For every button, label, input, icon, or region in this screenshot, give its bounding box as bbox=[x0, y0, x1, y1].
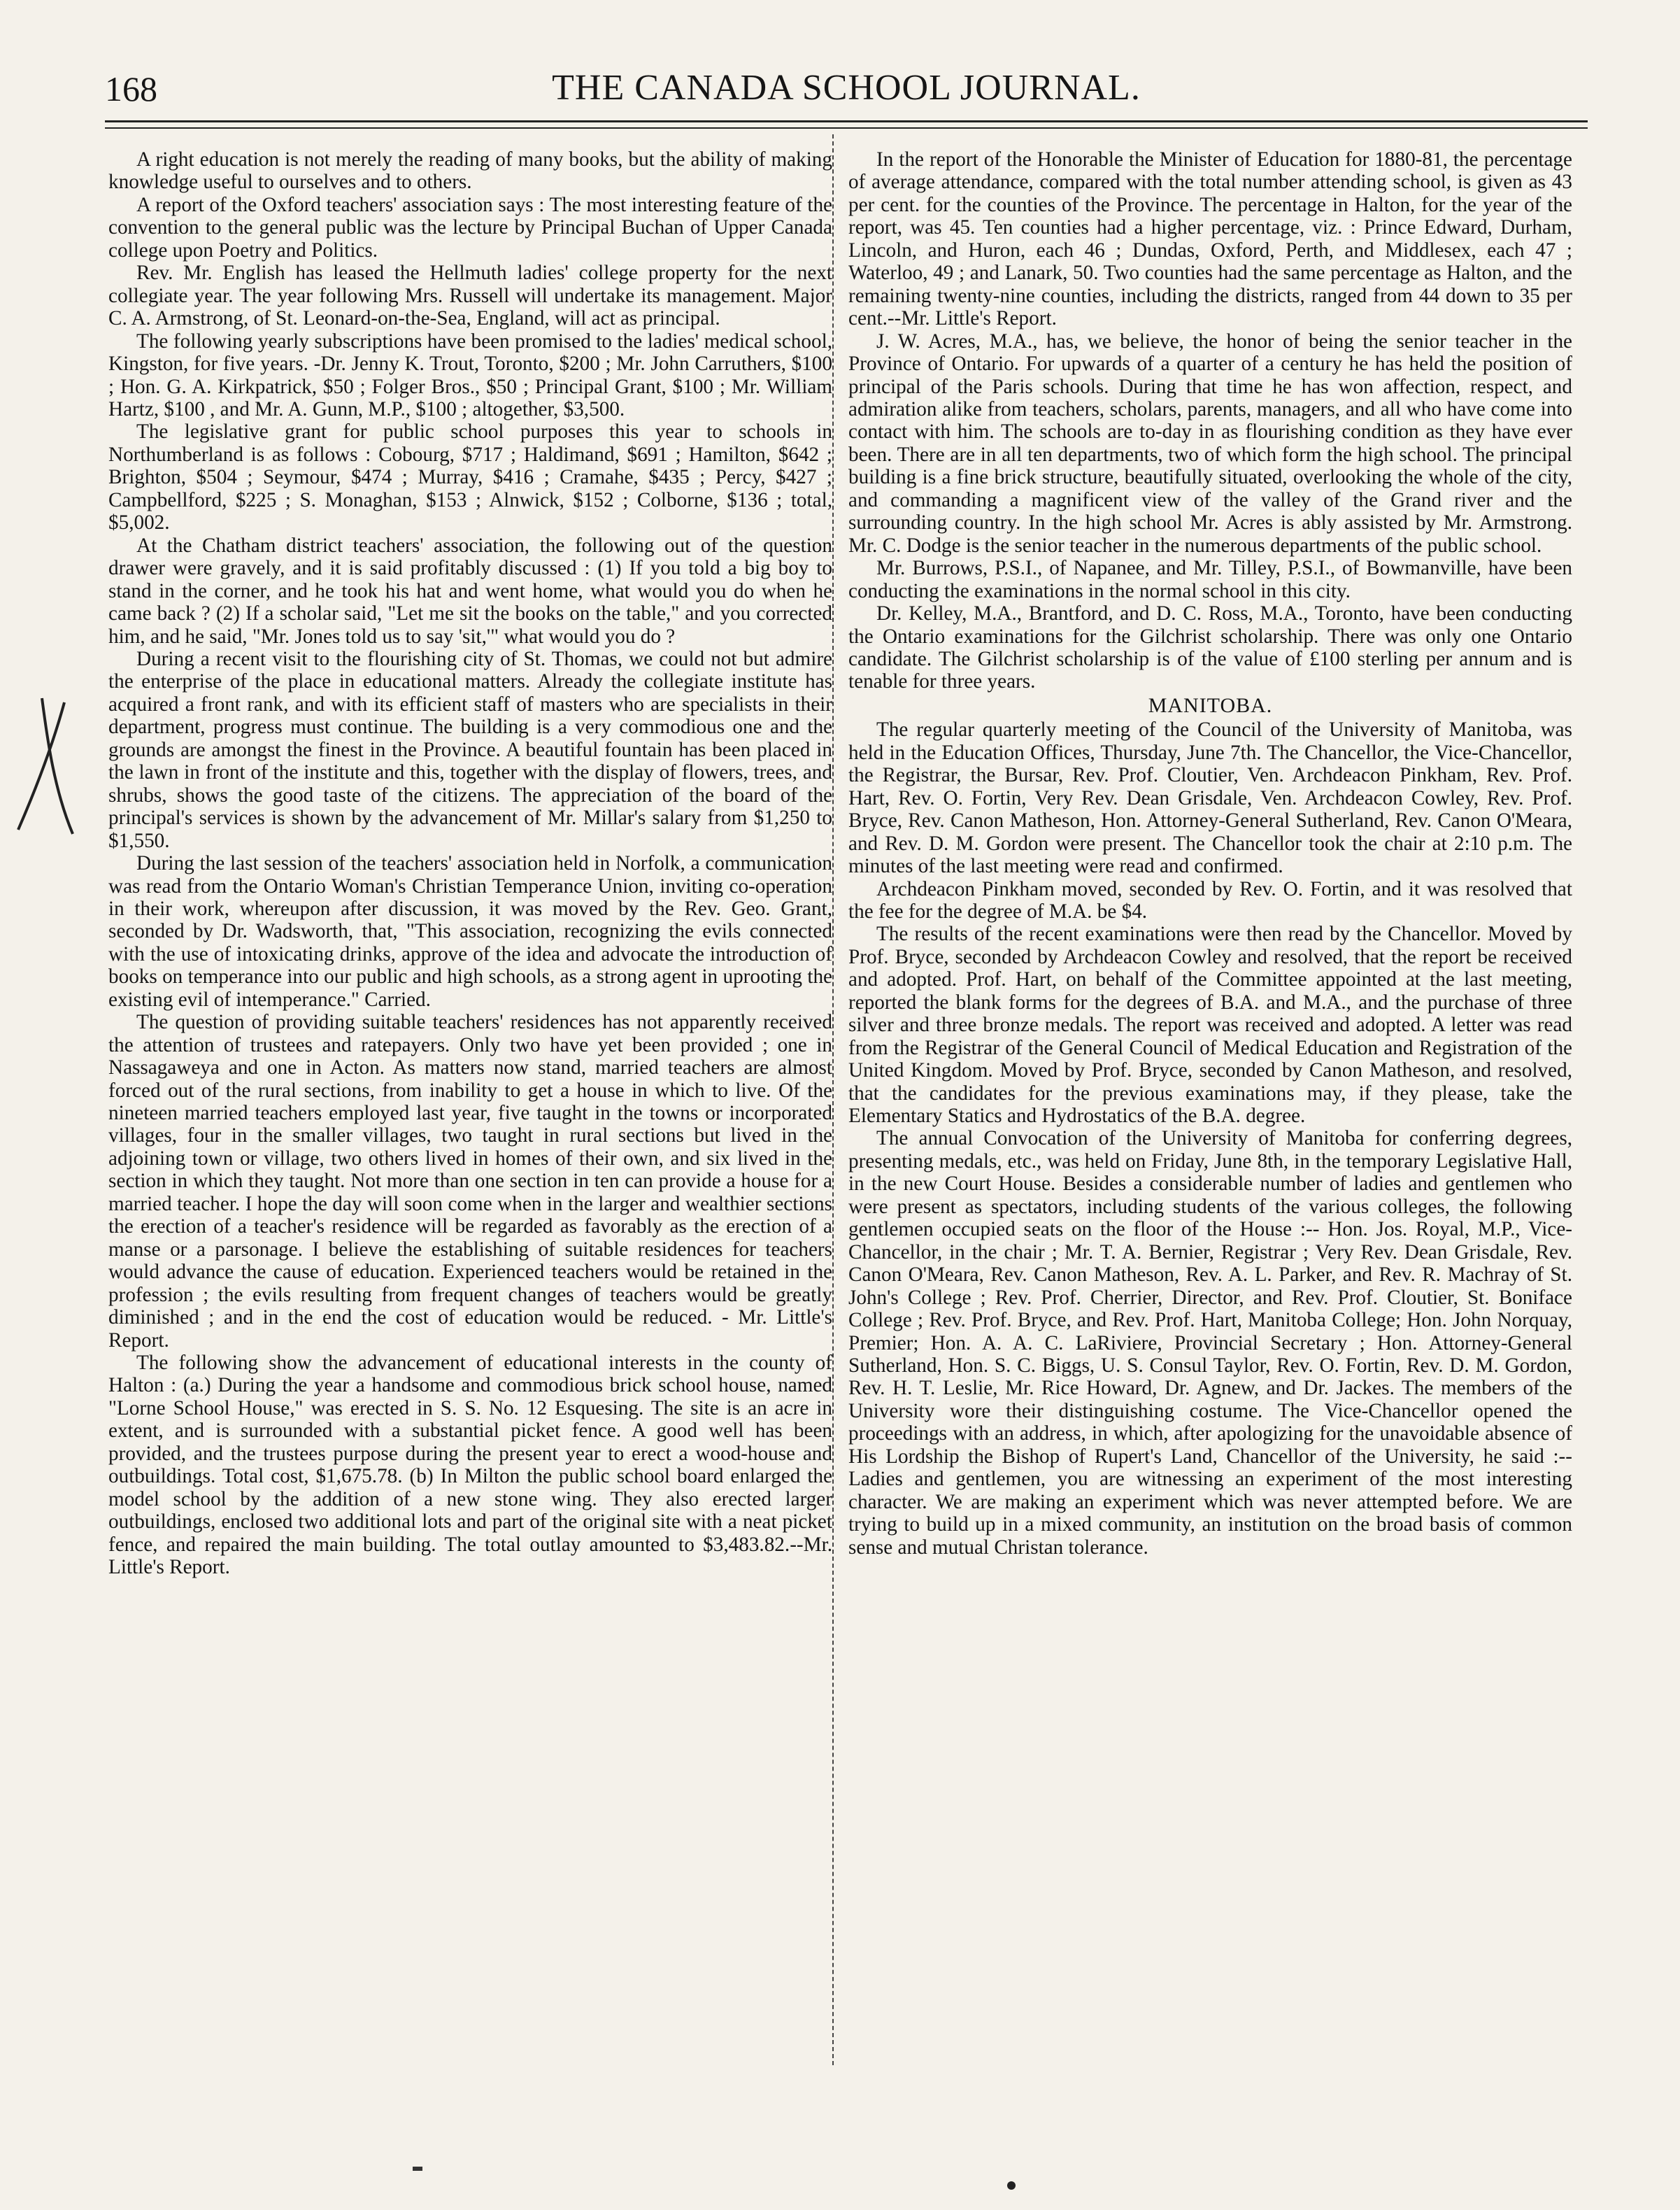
header-rule bbox=[105, 120, 1588, 122]
handwritten-x-mark bbox=[8, 693, 85, 840]
right-column bbox=[848, 148, 1572, 1559]
article-paragraph: Archdeacon Pinkham moved, seconded by Rev. O. Fortin, and it was resolved that the fee for the degree of M.A. be $4. bbox=[848, 877, 1572, 923]
column-divider bbox=[832, 134, 834, 2065]
article-paragraph: J. W. Acres, M.A., has, we believe, the honor of being the senior teacher in the Province of Ontario. For upwards of a quarter of a century he has held the position of principal of the Paris schools. During that time he has won affection, respect, and admiration alike from teachers, scholars, parents, managers, and all who have come into contact with him. The schools are to-day in as flourishing condition as they have ever been. There are in all ten departments, two of which form the high school. The principal building is a fine brick structure, beautifully situated, overlooking the whole of the city, and commanding a magnificent view of the valley of the Grand river and the surrounding country. In the high school Mr. Acres is ably assisted by Mr. Armstrong. Mr. C. Dodge is the senior teacher in the numerous departments of the public school. bbox=[848, 330, 1572, 557]
article-paragraph: A report of the Oxford teachers' association says : The most interesting feature of the convention to the general public was the lecture by Principal Buchan of Upper Canada college upon Poetry and Politics. bbox=[108, 193, 832, 262]
article-paragraph: The following yearly subscriptions have been promised to the ladies' medical school, Kingston, for five years. -Dr. Jenny K. Trout, Toronto, $200 ; Mr. John Carruthers, $100 ; Hon. G. A. Kirkpatrick, $50 ; Folger Bros., $50 ; Principal Grant, $100 ; Mr. William Hartz, $100 , and Mr. A. Gunn, M.P., $100 ; altogether, $3,500. bbox=[108, 330, 832, 420]
article-paragraph: The results of the recent examinations were then read by the Chancellor. Moved by Prof. Bryce, seconded by Archdeacon Cowley and resolved, that the report be received and adopted. Prof. Hart, on behalf of the Committee appointed at the last meeting, reported the blank forms for the degrees of B.A. and M.A., and the purchase of three silver and three bronze medals. The report was received and adopted. A letter was read from the Registrar of the General Council of Medical Education and Registration of the United Kingdom. Moved by Prof. Bryce, seconded by Canon Matheson, and resolved, that the candidates for the previous examinations may, if they please, take the Elementary Statics and Hydrostatics of the B.A. degree. bbox=[848, 923, 1572, 1128]
ink-speck bbox=[1007, 2181, 1016, 2190]
article-paragraph: The question of providing suitable teachers' residences has not apparently received the attention of trustees and ratepayers. Only two have yet been provided ; one in Nassagaweya and one in Acton. As matters now stand, married teachers are almost forced out of the rural sections, from inability to get a house in which to live. Of the nineteen married teachers employed last year, five taught in the towns or incorporated villages, four in the smaller villages, two taught in rural sections but lived in the adjoining town or village, two others lived in homes of their own, and six lived in the section in which they taught. Not more than one section in ten can provide a house for a married teacher. I hope the day will soon come when in the larger and wealthier sections the erection of a teacher's residence will be regarded as favorably as the erection of a manse or a parsonage. I believe the establishing of suitable residences for teachers would advance the cause of education. Experienced teachers would be retained in the profession ; the evils resulting from frequent changes of teachers would be greatly diminished ; and in the end the cost of education would be reduced. - Mr. Little's Report. bbox=[108, 1011, 832, 1352]
article-paragraph: Mr. Burrows, P.S.I., of Napanee, and Mr. Tilley, P.S.I., of Bowmanville, have been conducting the examinations in the normal school in this city. bbox=[848, 557, 1572, 602]
article-paragraph: During a recent visit to the flourishing city of St. Thomas, we could not but admire the enterprise of the place in educational matters. Already the collegiate institute has acquired a front rank, and with its efficient staff of masters who are specialists in their department, progress must continue. The building is a very commodious one and the grounds are amongst the finest in the Province. A beautiful fountain has been placed in the lawn in front of the institute and this, together with the display of flowers, trees, and shrubs, shows the good taste of the citizens. The appreciation of the board of the principal's services is shown by the advancement of Mr. Millar's salary from $1,250 to $1,550. bbox=[108, 647, 832, 852]
section-heading-manitoba: MANITOBA. bbox=[1148, 693, 1273, 717]
left-column bbox=[108, 148, 832, 1579]
article-paragraph: Dr. Kelley, M.A., Brantford, and D. C. Ross, M.A., Toronto, have been conducting the Ontario examinations for the Gilchrist scholarship. There was only one Ontario candidate. The Gilchrist scholarship is of the value of £100 sterling per annum and is tenable for three years. bbox=[848, 602, 1572, 693]
article-paragraph: Rev. Mr. English has leased the Hellmuth ladies' college property for the next collegiate year. The year following Mrs. Russell will undertake its management. Major C. A. Armstrong, of St. Leonard-on-the-Sea, England, will act as principal. bbox=[108, 262, 832, 330]
article-paragraph: During the last session of the teachers' association held in Norfolk, a communication was read from the Ontario Woman's Christian Temperance Union, inviting co-operation in their work, whereupon after discussion, it was moved by the Rev. Geo. Grant, seconded by Dr. Wadsworth, that, "This association, recognizing the evils connected with the use of intoxicating drinks, approve of the idea and advocate the introduction of books on temperance into our public and high schools, as a strong agent in uprooting the existing evil of intemperance." Carried. bbox=[108, 852, 832, 1011]
article-paragraph: The legislative grant for public school purposes this year to schools in Northumberland is as follows : Cobourg, $717 ; Haldimand, $691 ; Hamilton, $642 ; Brighton, $504 ; Seymour, $474 ; Murray, $416 ; Cramahe, $435 ; Percy, $427 ; Campbellford, $225 ; S. Monaghan, $153 ; Alnwick, $152 ; Colborne, $136 ; total, $5,002. bbox=[108, 420, 832, 534]
header-rule-thin bbox=[105, 127, 1588, 129]
article-paragraph: A right education is not merely the reading of many books, but the ability of making knowledge useful to ourselves and to others. bbox=[108, 148, 832, 194]
article-paragraph: The following show the advancement of educational interests in the county of Halton : (a.) During the year a handsome and commodious brick school house, named "Lorne School House," was erected in S. S. No. 12 Esquesing. The site is an acre in extent, and is surrounded with a substantial picket fence. A good well has been provided, and the trustees purpose during the present year to erect a wood-house and outbuildings. Total cost, $1,675.78. (b) In Milton the public school board enlarged the model school by the addition of a new stone wing. They also erected larger outbuildings, enclosed two additional lots and part of the original site with a neat picket fence, and repaired the main building. The total outlay amounted to $3,483.82.--Mr. Little's Report. bbox=[108, 1352, 832, 1579]
article-paragraph: The annual Convocation of the University of Manitoba for conferring degrees, presenting medals, etc., was held on Friday, June 8th, in the temporary Legislative Hall, in the new Court House. Besides a considerable number of ladies and gentlemen who were present as spectators, including students of the various colleges, the following gentlemen occupied seats on the floor of the House :-- Hon. Jos. Royal, M.P., Vice-Chancellor, in the chair ; Mr. T. A. Bernier, Registrar ; Very Rev. Dean Grisdale, Rev. Canon O'Meara, Rev. Canon Matheson, Rev. A. L. Parker, and Rev. R. Machray of St. John's College ; Rev. Prof. Cherrier, Director, and Rev. Prof. Cloutier, St. Boniface College ; Rev. Prof. Bryce, and Rev. Prof. Hart, Manitoba College; Hon. John Norquay, Premier; Hon. A. A. C. LaRiviere, Provincial Secretary ; Hon. Attorney-General Sutherland, Hon. S. C. Biggs, U. S. Consul Taylor, Rev. O. Fortin, Rev. D. M. Gordon, Rev. H. T. Leslie, Mr. Rice Howard, Dr. Agnew, and Dr. Jackes. The members of the University wore their distinguishing costume. The Vice-Chancellor opened the proceedings with an address, in which, after apologizing for the unavoidable absence of His Lordship the Bishop of Rupert's Land, Chancellor of the University, he said :--Ladies and gentlemen, you are witnessing an experiment of the most interesting character. We are making an experiment which was never attempted before. We are trying to build up in a mixed community, an institution on the broad basis of common sense and mutual Christan tolerance. bbox=[848, 1127, 1572, 1559]
journal-title: THE CANADA SCHOOL JOURNAL. bbox=[552, 68, 1141, 108]
article-paragraph: In the report of the Honorable the Minister of Education for 1880-81, the percentage of average attendance, compared with the total number attending school, is given as 43 per cent. for the counties of the Province. The percentage in Halton, for the year of the report, was 45. Ten counties had a higher percentage, viz. : Prince Edward, Durham, Lincoln, and Huron, each 46 ; Dundas, Oxford, Perth, and Middlesex, each 47 ; Waterloo, 49 ; and Lanark, 50. Two counties had the same percentage as Halton, and the remaining twenty-nine counties, including the districts, ranged from 44 down to 35 per cent.--Mr. Little's Report. bbox=[848, 148, 1572, 330]
ink-speck bbox=[413, 2167, 422, 2171]
article-paragraph: The regular quarterly meeting of the Council of the University of Manitoba, was held in the Education Offices, Thursday, June 7th. The Chancellor, the Vice-Chancellor, the Registrar, the Bursar, Rev. Prof. Cloutier, Ven. Archdeacon Pinkham, Rev. Prof. Hart, Rev. O. Fortin, Very Rev. Dean Grisdale, Ven. Archdeacon Cowley, Rev. Prof. Bryce, Rev. Canon Matheson, Hon. Attorney-General Sutherland, Rev. Canon O'Meara, and Rev. D. M. Gordon were present. The Chancellor took the chair at 2:10 p.m. The minutes of the last meeting were read and confirmed. bbox=[848, 718, 1572, 878]
page-number: 168 bbox=[105, 69, 157, 108]
article-paragraph: At the Chatham district teachers' association, the following out of the question drawer were gravely, and it is said profitably discussed : (1) If you told a big boy to stand in the corner, and he took his hat and went home, what would you do when he came back ? (2) If a scholar said, "Let me sit the books on the table," and you corrected him, and he said, "Mr. Jones told us to say 'sit,'" what would you do ? bbox=[108, 534, 832, 648]
page-header bbox=[105, 62, 1588, 111]
